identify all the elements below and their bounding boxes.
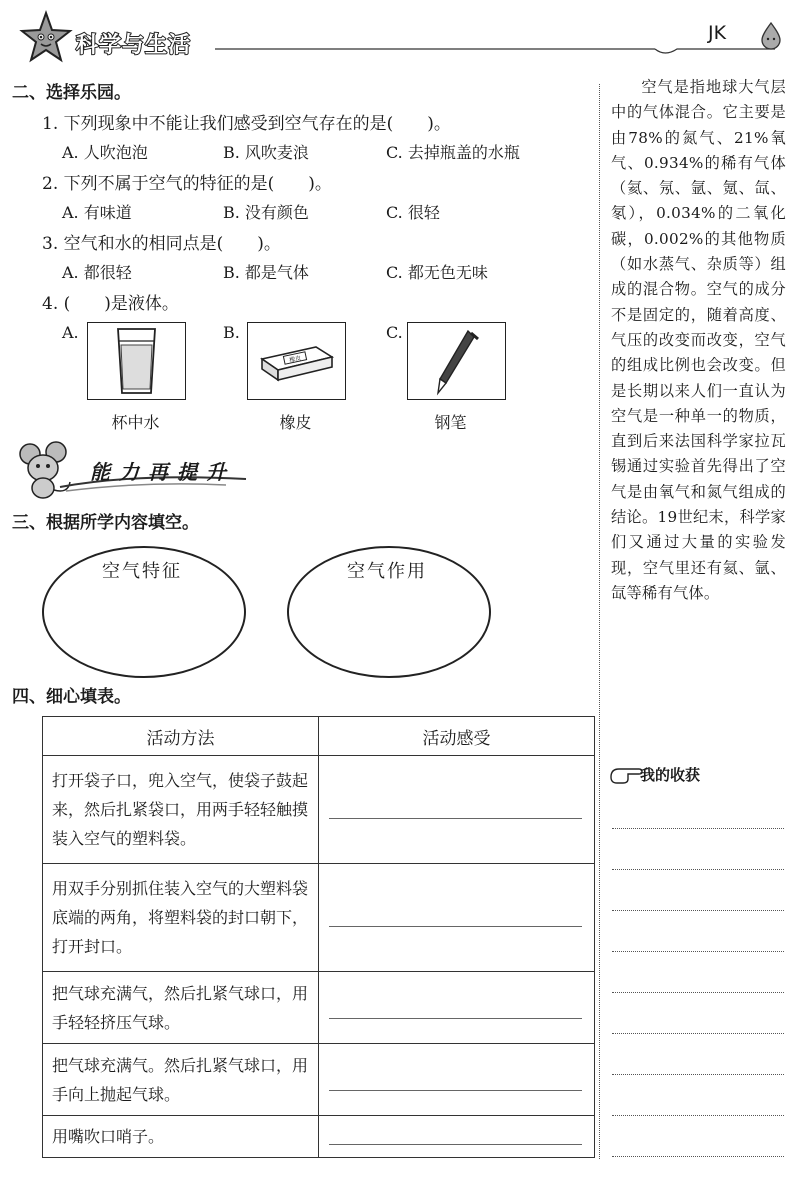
hand-point-icon [608,763,644,785]
pen-icon [408,323,505,399]
method-cell: 用双手分别抓住装入空气的大塑料袋底端的两角，将塑料袋的封口朝下，打开封口。 [43,864,319,972]
q2-option-a[interactable]: A. 有味道 [62,203,132,222]
method-cell: 用嘴吹口哨子。 [43,1116,319,1158]
harvest-line[interactable] [612,1156,784,1157]
table-row [43,864,595,972]
feeling-cell[interactable] [319,972,595,1044]
q1-option-a[interactable]: A. 人吹泡泡 [62,143,148,162]
harvest-line[interactable] [612,1033,784,1034]
eraser-label: 橡皮 [288,354,302,365]
table-row [43,1044,595,1116]
activity-table [42,716,595,1158]
harvest-line[interactable] [612,951,784,952]
section4-title: 四、细心填表。 [12,687,131,707]
q2-option-b[interactable]: B. 没有颜色 [223,203,309,222]
harvest-line[interactable] [612,1115,784,1116]
method-cell: 把气球充满气。然后扎紧气球口，用手向上抛起气球。 [43,1044,319,1116]
ability-banner-title: 能力再提升 [90,460,235,484]
harvest-line[interactable] [612,992,784,993]
header-rule [215,30,785,60]
section3-title: 三、根据所学内容填空。 [12,513,199,533]
table-row [43,1116,595,1158]
caption-pen: 钢笔 [434,413,467,432]
sidebar-air-text: 空气是指地球大气层中的气体混合。它主要是由78%的氮气、21%氧气、0.934%的稀有气体（氦、氖、氩、氪、氙、氡），0.034%的二氧化碳，0.002%的其他物质（如水蒸气、杂质等）组成的混合物。空气的成分不是固定的，随着高度、气压的改变而改变，空气的组成比例也会改变。但是长期以来人们一直认为空气是一种单一的物质，直到后来法国科学家拉瓦锡通过实验首先得出了空气是由氧气和氮气组成的结论。19世纪末，科学家们又通过大量的实验发现，空气里还有氦、氩、氙等稀有气体。 [611,78,786,602]
method-cell: 把气球充满气，然后扎紧气球口，用手轻轻挤压气球。 [43,972,319,1044]
ellipse-air-features-label: 空气特征 [102,561,182,582]
caption-cup: 杯中水 [111,413,160,432]
q3-option-b[interactable]: B. 都是气体 [223,263,309,282]
header-title: 科学与生活 [76,33,192,58]
picture-pen[interactable] [407,322,506,400]
harvest-line[interactable] [612,910,784,911]
caption-eraser: 橡皮 [279,413,312,432]
table-row [43,756,595,864]
feeling-cell[interactable] [319,1116,595,1158]
harvest-line[interactable] [612,869,784,870]
method-cell: 打开袋子口，兜入空气，使袋子鼓起来，然后扎紧袋口，用两手轻轻触摸装入空气的塑料袋。 [43,756,319,864]
feeling-cell[interactable] [319,864,595,972]
header-method: 活动方法 [43,717,319,756]
sidebar-divider [599,84,600,1159]
q4-option-a-label[interactable]: A. [62,323,79,342]
q4-option-b-label[interactable]: B. [223,323,240,342]
q3-option-c[interactable]: C. 都无色无味 [386,263,488,282]
q4-option-c-label[interactable]: C. [386,323,403,342]
eraser-icon [248,323,345,399]
q2-option-c[interactable]: C. 很轻 [386,203,440,222]
q1-option-c[interactable]: C. 去掉瓶盖的水瓶 [386,143,520,162]
feeling-cell[interactable] [319,756,595,864]
mascot-star-icon [18,10,74,66]
question-3: 3. 空气和水的相同点是( )。 [42,234,281,254]
ellipse-air-uses-label: 空气作用 [347,561,427,582]
harvest-line[interactable] [612,828,784,829]
question-1: 1. 下列现象中不能让我们感受到空气存在的是( )。 [42,114,451,134]
q3-option-a[interactable]: A. 都很轻 [62,263,132,282]
cup-icon [88,323,185,399]
harvest-line[interactable] [612,1074,784,1075]
harvest-title: 我的收获 [640,766,701,784]
header-code: JK [708,22,727,44]
picture-cup-of-water[interactable] [87,322,186,400]
question-4: 4. ( )是液体。 [42,294,179,314]
header [0,0,800,70]
q1-option-b[interactable]: B. 风吹麦浪 [223,143,309,162]
feeling-cell[interactable] [319,1044,595,1116]
section2-title: 二、选择乐园。 [12,83,131,103]
drop-icon [758,20,784,50]
header-feeling: 活动感受 [319,717,595,756]
table-row [43,972,595,1044]
picture-eraser[interactable] [247,322,346,400]
table-header-row [43,717,595,756]
question-2: 2. 下列不属于空气的特征的是( )。 [42,174,332,194]
